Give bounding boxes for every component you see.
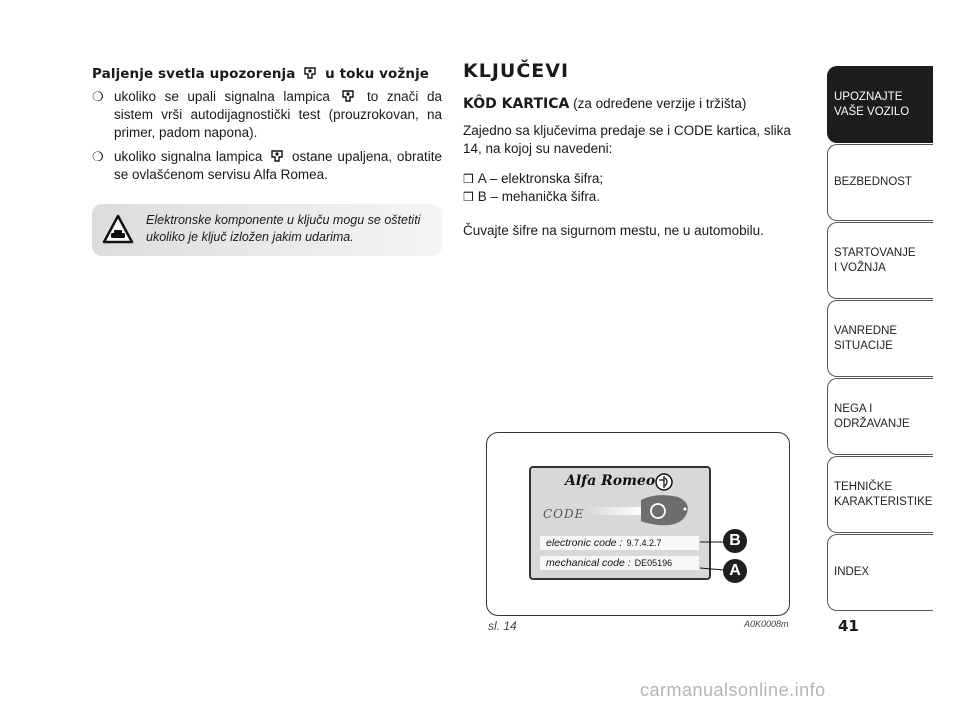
checkbox-bullet-icon: ❒: [463, 172, 474, 186]
figure-code: A0K0008m: [744, 619, 789, 629]
tab-vanredne[interactable]: VANREDNE SITUACIJE: [827, 300, 933, 377]
tab-index[interactable]: INDEX: [827, 534, 933, 611]
key-warning-icon: [269, 149, 285, 163]
marker-b: B: [723, 529, 747, 553]
left-column: [92, 66, 442, 184]
tab-bezbednost[interactable]: BEZBEDNOST: [827, 144, 933, 221]
key-warning-icon: [302, 66, 318, 80]
watermark: carmanualsonline.info: [640, 680, 826, 700]
code-list: [463, 170, 813, 206]
checkbox-bullet-icon: ❒: [463, 190, 474, 204]
list-item: ❒ A – elektronska šifra;: [463, 171, 604, 186]
paragraph: Zajedno sa ključevima predaje se i CODE kartica, slika 14, na kojoj su navedeni:: [463, 123, 791, 156]
list-item: ❍ ukoliko signalna lampica ostane upaljena, obratite se ovlašćenom servisu Alfa Romea.: [92, 149, 442, 182]
mechanical-code-field: mechanical code : DE05196: [540, 556, 699, 570]
marker-a: A: [723, 559, 747, 583]
bullet-circle-icon: ❍: [92, 89, 104, 104]
section-heading: Paljenje svetla upozorenja u toku vožnje: [92, 66, 430, 82]
warning-text: Elektronske komponente u ključu mogu se oštetiti ukoliko je ključ izložen jakim udarima.: [146, 213, 421, 244]
code-label: CODE: [543, 507, 585, 521]
key-graphic-icon: [586, 495, 696, 527]
list-item: ❍ ukoliko se upali signalna lampica to znači da sistem vrši autodijagnostički test (prouzrokovan, na primer, padom napona).: [92, 89, 442, 140]
tab-upoznajte[interactable]: UPOZNAJTE VAŠE VOZILO: [827, 66, 933, 143]
brand-logo-text: Alfa Romeo: [565, 473, 656, 489]
main-column: [463, 60, 813, 240]
code-card: [529, 466, 711, 580]
paragraph: Čuvajte šifre na sigurnom mestu, ne u automobilu.: [463, 223, 764, 238]
warning-triangle-icon: [102, 214, 134, 244]
list-item: ❒ B – mehanička šifra.: [463, 189, 601, 204]
electronic-code-field: electronic code : 9.7.4.2.7: [540, 536, 699, 550]
tab-tehnicke[interactable]: TEHNIČKE KARAKTERISTIKE: [827, 456, 933, 533]
brand-emblem-icon: [655, 473, 673, 491]
page-title: KLJUČEVI: [463, 60, 570, 82]
key-warning-icon: [340, 89, 356, 103]
subsection-heading: KÔD KARTICA (za određene verzije i tržišta): [463, 96, 747, 112]
bullet-circle-icon: ❍: [92, 149, 104, 164]
page-number: 41: [838, 617, 859, 635]
tab-nega[interactable]: NEGA I ODRŽAVANJE: [827, 378, 933, 455]
figure-caption: sl. 14: [488, 619, 517, 633]
tab-startovanje[interactable]: STARTOVANJE I VOŽNJA: [827, 222, 933, 299]
warning-box: [92, 204, 442, 256]
